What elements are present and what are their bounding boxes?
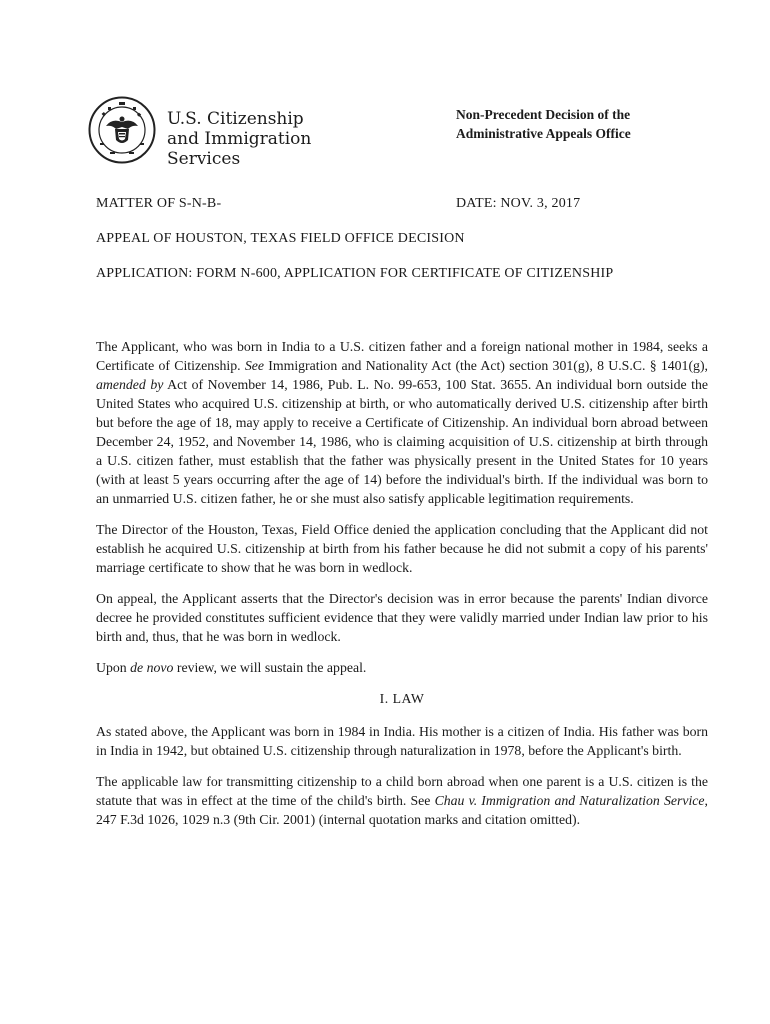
appeal-line: APPEAL OF HOUSTON, TEXAS FIELD OFFICE DECISION (96, 231, 465, 246)
agency-name (167, 109, 311, 169)
p6-text-a: The applicable law for transmitting citizenship to a child born abroad when one parent is a U.S. citizen is the statute that was in effect at the time of the child's birth. See (96, 774, 708, 808)
matter-line: MATTER OF S-N-B- (96, 196, 222, 211)
decision-type (456, 105, 631, 143)
dhs-seal-icon (88, 96, 156, 164)
p1-text-a: The Applicant, who was born in India to a U.S. citizen father and a foreign national mother in 1984, seeks a Certificate of Citizenship. (96, 339, 708, 373)
p4-text-b: review, we will sustain the appeal. (173, 660, 367, 675)
application-line: APPLICATION: FORM N-600, APPLICATION FOR CERTIFICATE OF CITIZENSHIP (96, 266, 614, 281)
section-heading: I. LAW (379, 691, 425, 706)
date-line: DATE: NOV. 3, 2017 (456, 196, 581, 211)
agency-line-1: U.S. Citizenship (167, 109, 304, 129)
agency-line-2: and Immigration (167, 129, 312, 149)
p1-text-c: Act of November 14, 1986, Pub. L. No. 99-653, 100 Stat. 3655. An individual born outside the United States who acquired U.S. citizenship at birth, or who automatically derived U.S. citizenship after birth but before the age of 18, may apply to receive a Certificate of Citizenship. An individual born abroad between December 24, 1952, and November 14, 1986, who is claiming acquisition of U.S. citizenship at birth through a U.S. citizen father, must establish that the father was physically present in the United States for 10 years (with at least 5 years occurring after the age of 14) before the individual's birth. If the individual was born to an unmarried U.S. citizen father, he or she must also satisfy applicable legitimation requirements. (96, 377, 709, 506)
decision-line-2: Administrative Appeals Office (456, 126, 631, 141)
paragraph-1 (96, 337, 708, 508)
decision-body (96, 337, 708, 841)
p1-see: See (244, 358, 264, 373)
p6-case-citation: Chau v. Immigration and Naturalization Service (434, 793, 705, 808)
p1-amended-by: amended by (96, 377, 164, 392)
paragraph-6 (96, 772, 708, 829)
paragraph-4 (96, 658, 708, 677)
p4-de-novo: de novo (130, 660, 174, 675)
paragraph-5: As stated above, the Applicant was born in 1984 in India. His mother is a citizen of India. His father was born in India in 1942, but obtained U.S. citizenship through naturalization in 1978, before the Applicant's birth. (96, 724, 708, 758)
decision-line-1: Non-Precedent Decision of the (456, 107, 631, 122)
p4-text-a: Upon (96, 660, 131, 675)
paragraph-3: On appeal, the Applicant asserts that the Director's decision was in error because the parents' Indian divorce decree he provided constitutes sufficient evidence that they were validly married under Indian law prior to his birth and, thus, that he was born in wedlock. (96, 591, 708, 644)
agency-line-3: Services (167, 149, 241, 169)
p1-text-b: Immigration and Nationality Act (the Act) section 301(g), 8 U.S.C. § 1401(g), (263, 358, 708, 373)
p6-text-b: , 247 F.3d 1026, 1029 n.3 (9th Cir. 2001) (internal quotation marks and citation omitted). (96, 793, 708, 827)
paragraph-2: The Director of the Houston, Texas, Field Office denied the application concluding that the Applicant did not establish he acquired U.S. citizenship at birth from his father because he did not submit a copy of his parents' marriage certificate to show that he was born in wedlock. (96, 522, 708, 575)
